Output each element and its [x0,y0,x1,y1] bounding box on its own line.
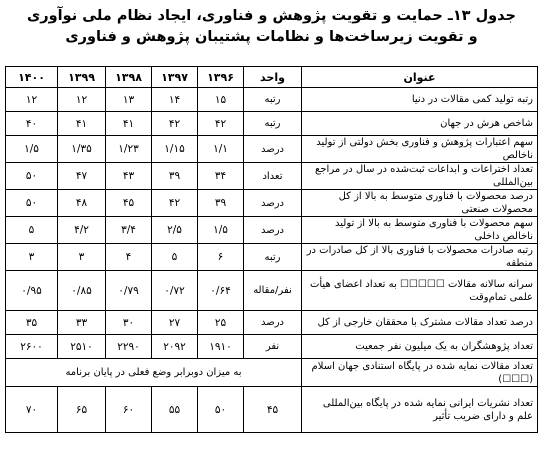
value-cell: ۴ [106,244,152,271]
unit-cell: رتبه [244,88,302,112]
table-row [6,217,538,244]
title-line-2: و تقویت زیرساخت‌ها و نظامات پشتیبان پژوهش و فناوری [65,29,478,45]
value-cell: ۷۰ [6,387,58,433]
indicator-cell: رتبه تولید کمی مقالات در دنیا [302,88,538,112]
value-cell: ۲۶۰۰ [6,335,58,359]
value-cell: ۶۰ [106,387,152,433]
value-cell: ۴۱ [58,112,106,136]
value-cell: ۵۵ [152,387,198,433]
unit-cell: رتبه [244,244,302,271]
value-cell: ۱/۱ [198,136,244,163]
value-cell: ۳ [6,244,58,271]
indicator-cell: تعداد اختراعات و ابداعات ثبت‌شده در سال در مراجع بین‌المللی [302,163,538,190]
indicator-cell: درصد محصولات با فناوری متوسط به بالا از کل محصولات صنعتی [302,190,538,217]
value-cell: ۵ [152,244,198,271]
unit-cell: نفر [244,335,302,359]
value-cell: ۵۰ [198,387,244,433]
value-cell: ۵ [6,217,58,244]
value-cell: ۴۲ [198,112,244,136]
value-cell: ۴۸ [58,190,106,217]
value-cell: ۴۰ [6,112,58,136]
header-row [6,67,538,88]
value-cell: ۰/۷۹ [106,271,152,311]
unit-cell: درصد [244,190,302,217]
value-cell: ۶ [198,244,244,271]
table-row [6,163,538,190]
table-row [6,271,538,311]
value-cell: ۰/۸۵ [58,271,106,311]
value-cell: ۴۲ [152,112,198,136]
table-row [6,112,538,136]
value-cell: ۰/۷۲ [152,271,198,311]
value-cell: ۱/۲۳ [106,136,152,163]
table-row [6,359,538,387]
header-1399: ۱۳۹۹ [58,67,106,88]
header-unit: واحد [244,67,302,88]
indicators-table [5,66,538,433]
indicator-cell: سرانه سالانه مقالات ☐☐☐☐☐ به تعداد اعضای هیأت علمی تمام‌وقت [302,271,538,311]
unit-cell: درصد [244,136,302,163]
value-cell: ۵۰ [6,163,58,190]
value-cell: ۱/۱۵ [152,136,198,163]
indicator-cell: تعداد پژوهشگران به یک میلیون نفر جمعیت [302,335,538,359]
indicator-cell: رتبه صادرات محصولات با فناوری بالا از کل صادرات در منطقه [302,244,538,271]
value-cell: ۲۲۹۰ [106,335,152,359]
value-cell: ۲۷ [152,311,198,335]
header-1396: ۱۳۹۶ [198,67,244,88]
value-cell: ۳ [58,244,106,271]
value-cell: ۱/۵ [198,217,244,244]
value-cell: ۲/۵ [152,217,198,244]
indicator-cell: سهم محصولات با فناوری متوسط به بالا از تولید ناخالص داخلی [302,217,538,244]
value-cell: ۳/۴ [106,217,152,244]
indicator-cell: سهم اعتبارات پژوهش و فناوری بخش دولتی از تولید ناخالص [302,136,538,163]
indicator-cell: درصد تعداد مقالات مشترک با محققان خارجی از کل [302,311,538,335]
indicator-cell: شاخص هرش در جهان [302,112,538,136]
value-cell: ۰/۶۴ [198,271,244,311]
value-cell: ۳۴ [198,163,244,190]
value-cell: ۱۲ [58,88,106,112]
value-cell: ۱۵ [198,88,244,112]
value-cell: ۴۷ [58,163,106,190]
value-cell: ۰/۹۵ [6,271,58,311]
value-cell: ۱۳ [106,88,152,112]
table-title [10,6,533,48]
value-cell: ۴۵ [244,387,302,433]
table-row [6,335,538,359]
indicator-cell: تعداد نشریات ایرانی نمایه شده در پایگاه بین‌المللی علم و دارای ضریب تأثیر [302,387,538,433]
unit-cell: تعداد [244,163,302,190]
value-cell: ۴۵ [106,190,152,217]
value-cell: ۱۴ [152,88,198,112]
value-cell: ۲۵۱۰ [58,335,106,359]
table-row [6,311,538,335]
table-row [6,136,538,163]
value-cell: ۴/۲ [58,217,106,244]
header-1397: ۱۳۹۷ [152,67,198,88]
table-row [6,244,538,271]
value-cell: ۳۰ [106,311,152,335]
value-cell: ۳۵ [6,311,58,335]
table-row [6,387,538,433]
value-cell: ۱/۵ [6,136,58,163]
header-indicator: عنوان [302,67,538,88]
indicator-cell: تعداد مقالات نمایه شده در پایگاه استنادی جهان اسلام (☐☐☐) [302,359,538,387]
value-cell: ۳۹ [152,163,198,190]
unit-cell: نفر/مقاله [244,271,302,311]
value-cell: ۵۰ [6,190,58,217]
table-row [6,190,538,217]
value-cell: ۳۹ [198,190,244,217]
value-cell: ۳۳ [58,311,106,335]
value-cell: ۲۰۹۲ [152,335,198,359]
value-cell: ۶۵ [58,387,106,433]
title-line-1: جدول ۱۳ـ حمایت و تقویت پژوهش و فناوری، ایجاد نظام ملی نوآوری [27,8,516,24]
value-cell: ۴۲ [152,190,198,217]
value-cell: ۴۳ [106,163,152,190]
value-cell: ۲۵ [198,311,244,335]
unit-cell: درصد [244,217,302,244]
value-cell: ۱/۳۵ [58,136,106,163]
unit-cell: رتبه [244,112,302,136]
value-cell: ۱۹۱۰ [198,335,244,359]
value-cell: ۴۱ [106,112,152,136]
header-1398: ۱۳۹۸ [106,67,152,88]
merged-target-cell: به میزان دوبرابر وضع فعلی در پایان برنامه [6,359,302,387]
table-row [6,88,538,112]
unit-cell: درصد [244,311,302,335]
value-cell: ۱۲ [6,88,58,112]
header-1400: ۱۴۰۰ [6,67,58,88]
